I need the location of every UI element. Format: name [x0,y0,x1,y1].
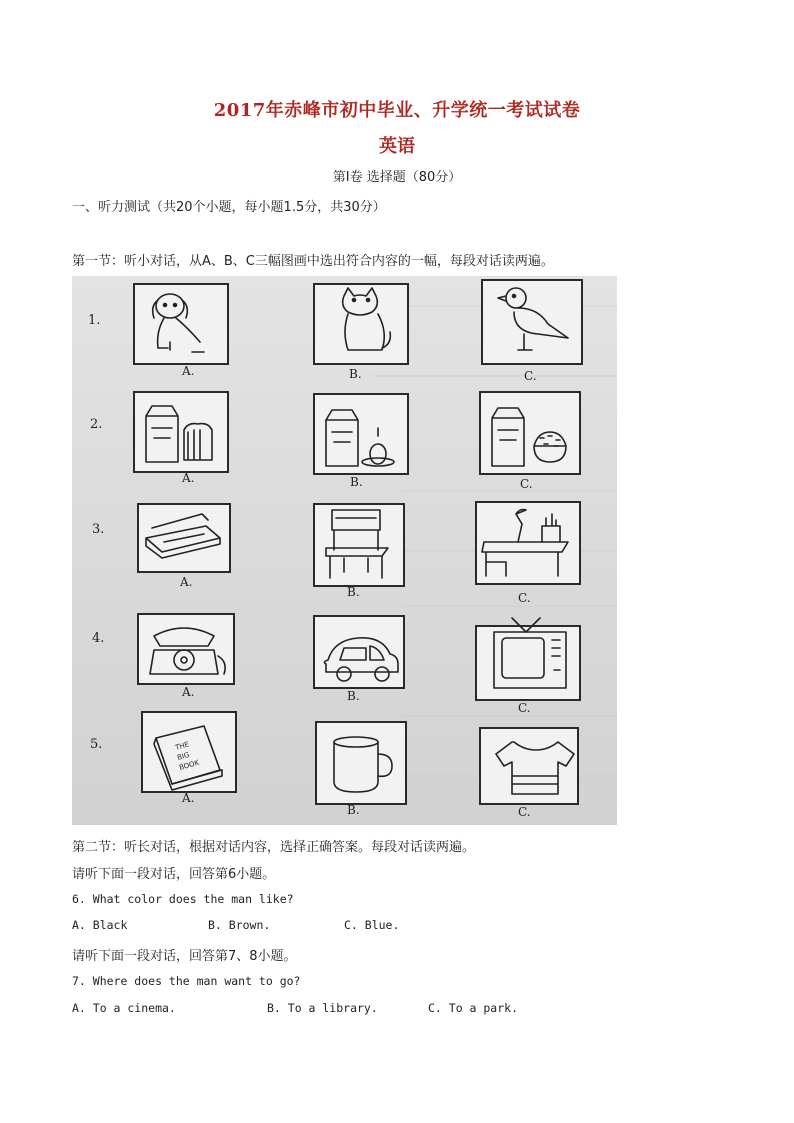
row-number: 5. [90,737,103,752]
listening-pictures-photo [72,276,617,825]
part1-heading: 一、听力测试（共20个小题，每小题1.5分，共30分） [72,200,386,215]
option-b[interactable]: B. To a library. [267,1001,378,1015]
row-number: 1. [88,313,101,328]
option-letter: C. [520,477,533,491]
row-number: 2. [90,417,103,432]
option-letter: A. [182,471,195,485]
instruction-q78: 请听下面一段对话，回答第7、8小题。 [72,949,297,964]
row-number: 3. [92,522,105,537]
question-6: 6. What color does the man like? [72,892,294,906]
exam-title: 2017年赤峰市初中毕业、升学统一考试试卷 [213,100,581,121]
option-letter: C. [524,369,537,383]
option-letter: A. [180,575,193,589]
option-letter: B. [350,475,363,489]
book-title-line: BOOK [178,758,201,772]
option-letter: C. [518,591,531,605]
question-7-options [72,1001,632,1019]
option-letter: A. [182,685,195,699]
question-6-options [72,918,632,936]
row-number: 4. [92,631,105,646]
option-letter: C. [518,701,531,715]
option-c[interactable]: C. To a park. [428,1001,519,1015]
option-a[interactable]: A. To a cinema. [72,1001,176,1015]
option-c[interactable]: C. Blue. [344,918,400,932]
book-title-line: THE [174,740,190,752]
book-title-line: BIG [176,750,191,762]
subject-title: 英语 [379,136,415,157]
option-b[interactable]: B. Brown. [208,918,271,932]
volume-subtitle: 第Ⅰ卷 选择题（80分） [332,170,462,185]
option-letter: A. [182,791,195,805]
option-letter: B. [347,803,360,817]
instruction-q6: 请听下面一段对话，回答第6小题。 [72,867,276,882]
option-letter: C. [518,805,531,819]
option-letter: B. [347,689,360,703]
section2-instruction: 第二节：听长对话，根据对话内容，选择正确答案。每段对话读两遍。 [72,840,476,855]
option-a[interactable]: A. Black [72,918,128,932]
section1-instruction: 第一节：听小对话，从A、B、C三幅图画中选出符合内容的一幅，每段对话读两遍。 [72,254,554,269]
option-letter: B. [347,585,360,599]
question-7: 7. Where does the man want to go? [72,974,301,988]
option-letter: B. [349,367,362,381]
option-letter: A. [182,364,195,378]
